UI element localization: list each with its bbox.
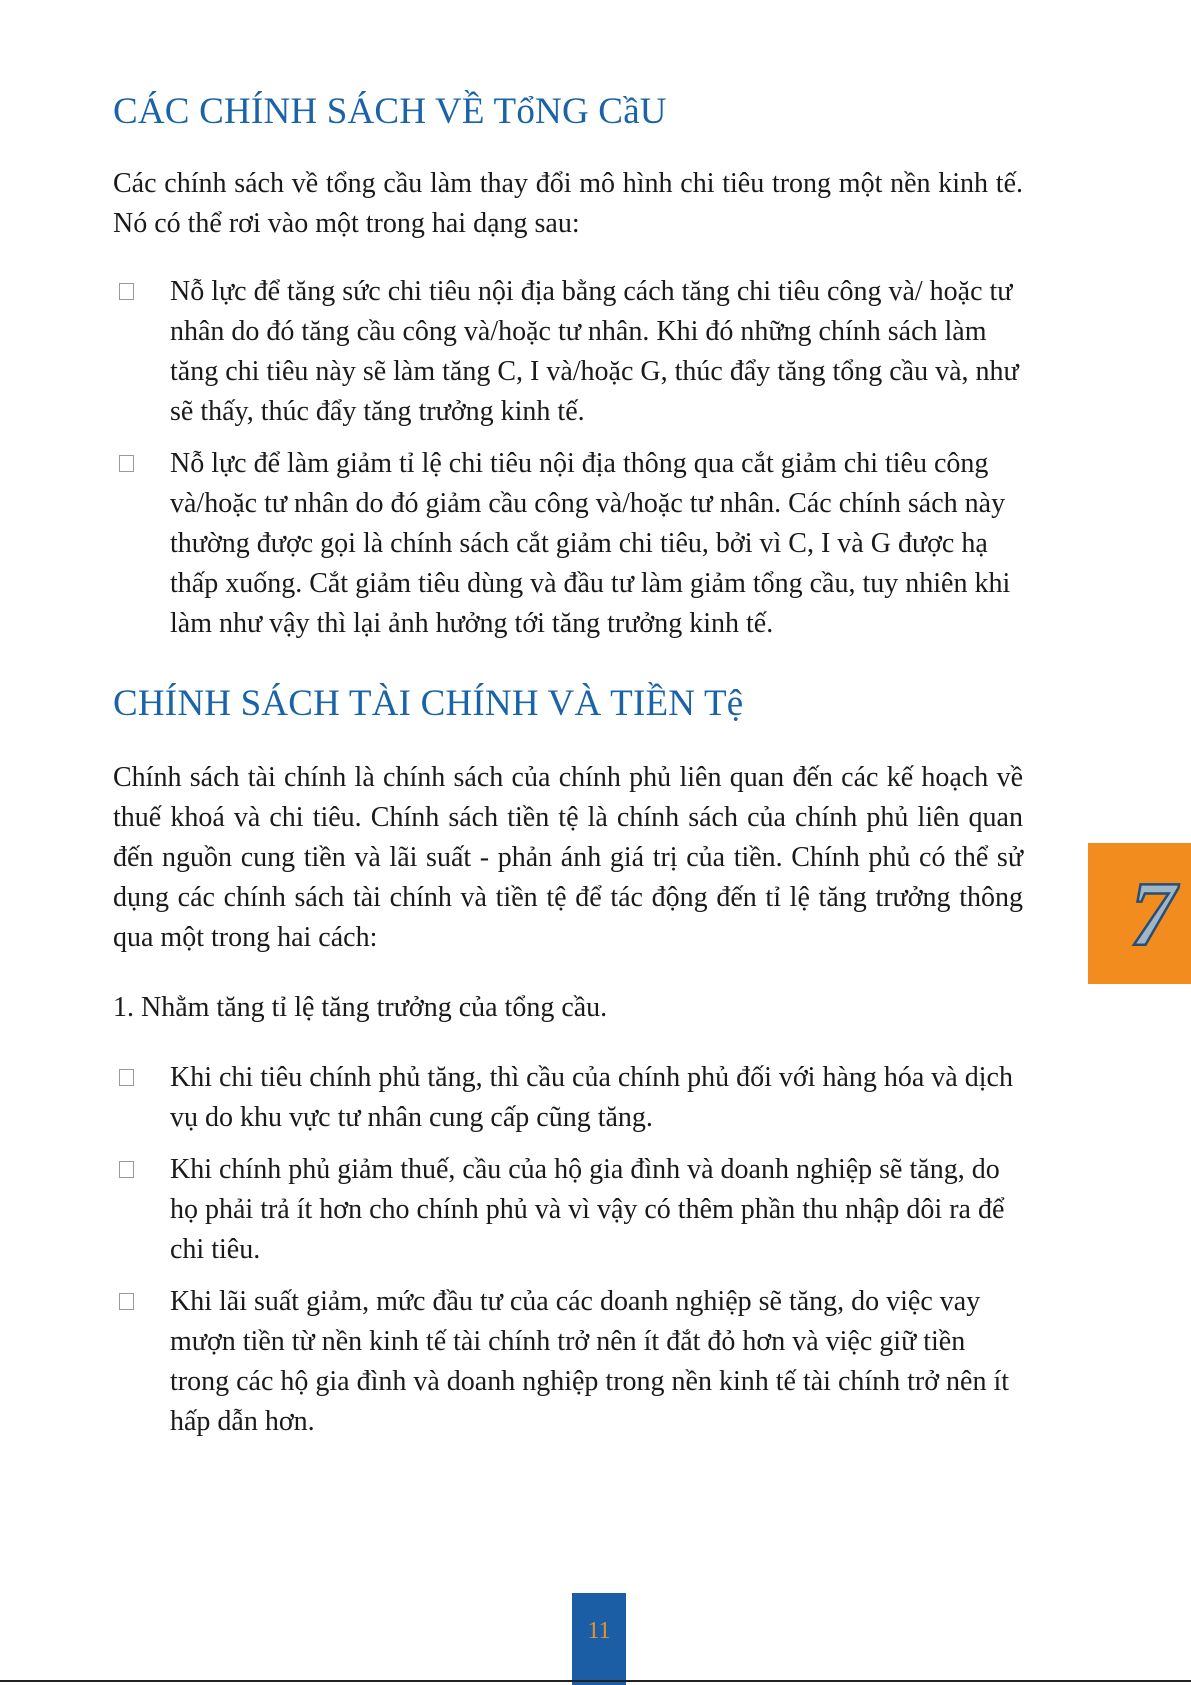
section1-intro-paragraph: Các chính sách về tổng cầu làm thay đổi mô hình chi tiêu trong một nền kinh tế. Nó có thể rơi vào một trong hai dạng sau: — [113, 168, 1023, 239]
list-item-text: Nỗ lực để làm giảm tỉ lệ chi tiêu nội địa thông qua cắt giảm chi tiêu công và/hoặc tư nhân do đó giảm cầu công và/hoặc tư nhân. Các chính sách này thường được gọi là chính sách cắt giảm chi tiêu, bởi vì C, I và G được hạ thấp xuống. Cắt giảm tiêu dùng và đầu tư làm giảm tổng cầu, tuy nhiên khi làm như vậy thì lại ảnh hưởng tới tăng trưởng kinh tế. — [170, 448, 1011, 639]
checkbox-bullet-icon — [119, 1161, 134, 1178]
numbered-item: 1. Nhằm tăng tỉ lệ tăng trưởng của tổng cầu. — [113, 992, 608, 1023]
checkbox-bullet-icon — [119, 283, 134, 300]
chapter-number-graphic — [1088, 843, 1191, 984]
page-number: 11 — [587, 1618, 611, 1644]
list-item — [113, 1058, 1023, 1138]
section1-bullet-list — [113, 272, 1023, 644]
checkbox-bullet-icon — [119, 1293, 134, 1310]
list-item — [113, 272, 1023, 432]
checkbox-bullet-icon — [119, 455, 134, 472]
section-title-fiscal-monetary: CHÍNH SÁCH TÀI CHÍNH VÀ TIỀN Tệ — [113, 683, 744, 724]
page-content — [113, 88, 1023, 1454]
checkbox-bullet-icon — [119, 1069, 134, 1086]
section2-paragraph: Chính sách tài chính là chính sách của chính phủ liên quan đến các kế hoạch về thuế khoá và chi tiêu. Chính sách tiền tệ là chính sách của chính phủ liên quan đến nguồn cung tiền và lãi suất - phản ánh giá trị của tiền. Chính phủ có thể sử dụng các chính sách tài chính và tiền tệ để tác động đến tỉ lệ tăng trưởng thông qua một trong hai cách: — [113, 762, 1023, 953]
footer-divider — [0, 1680, 1191, 1682]
list-item-text: Khi chính phủ giảm thuế, cầu của hộ gia đình và doanh nghiệp sẽ tăng, do họ phải trả ít hơn cho chính phủ và vì vậy có thêm phần thu nhập dôi ra để chi tiêu. — [170, 1154, 1005, 1265]
list-item — [113, 1150, 1023, 1270]
list-item — [113, 444, 1023, 644]
list-item-text: Nỗ lực để tăng sức chi tiêu nội địa bằng cách tăng chi tiêu công và/ hoặc tư nhân do đó tăng cầu công và/hoặc tư nhân. Khi đó những chính sách làm tăng chi tiêu này sẽ làm tăng C, I và/hoặc G, thúc đẩy tăng tổng cầu và, như sẽ thấy, thúc đẩy tăng trưởng kinh tế. — [170, 276, 1019, 427]
list-item-text: Khi chi tiêu chính phủ tăng, thì cầu của chính phủ đối với hàng hóa và dịch vụ do khu vực tư nhân cung cấp cũng tăng. — [170, 1062, 1013, 1133]
chapter-number: 7 — [1130, 863, 1176, 965]
chapter-tab — [1088, 843, 1191, 984]
section-title-aggregate-demand: CÁC CHÍNH SÁCH VỀ TổNG CầU — [113, 91, 667, 132]
section2-bullet-list — [113, 1058, 1023, 1442]
list-item — [113, 1282, 1023, 1442]
list-item-text: Khi lãi suất giảm, mức đầu tư của các doanh nghiệp sẽ tăng, do việc vay mượn tiền từ nền kinh tế tài chính trở nên ít đắt đỏ hơn và việc giữ tiền trong các hộ gia đình và doanh nghiệp trong nền kinh tế tài chính trở nên ít hấp dẫn hơn. — [170, 1286, 1010, 1437]
